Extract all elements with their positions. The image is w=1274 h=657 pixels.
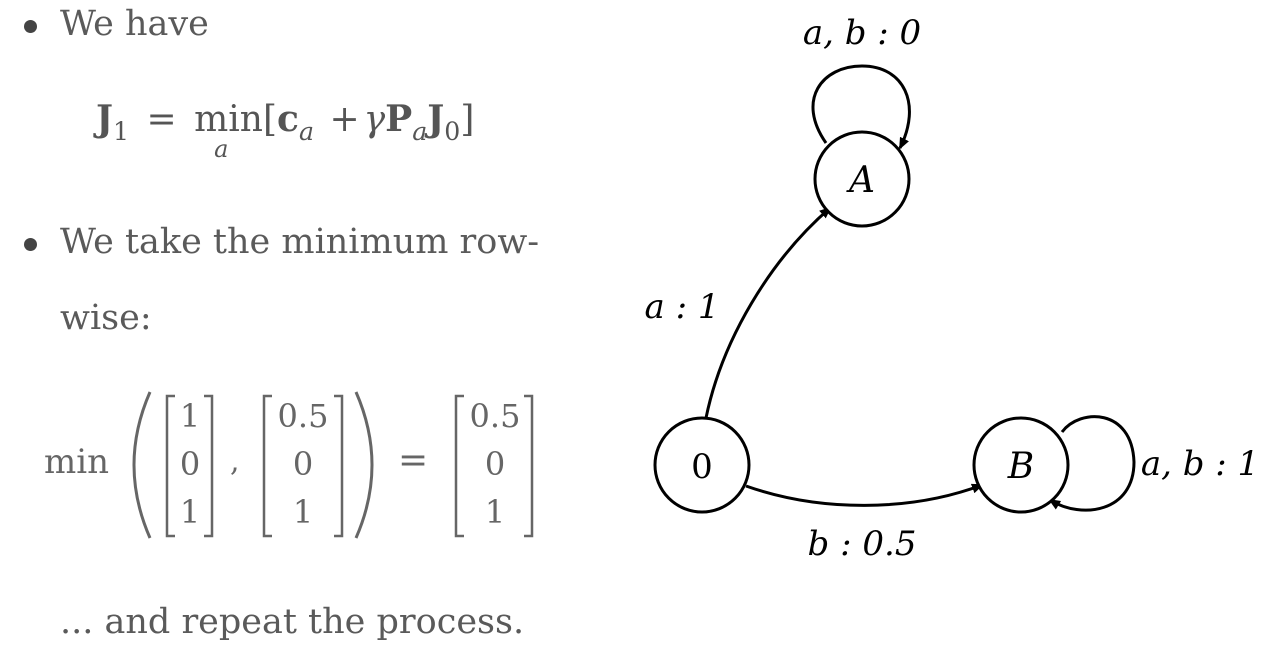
edge-zero-to-b (746, 485, 982, 505)
vec2-entry: 0 (292, 445, 314, 483)
vec2-entry: 0.5 (277, 397, 329, 435)
bullet-text-min-rowwise-2: wise: (60, 298, 152, 338)
edge-label-zero-to-b: b : 0.5 (807, 524, 917, 564)
left-paren (134, 392, 150, 538)
matrix-comma: , (230, 444, 240, 479)
node-zero-label: 0 (691, 447, 713, 487)
eq-P: P (385, 98, 413, 140)
bullet-point-1 (24, 20, 37, 33)
eq-min-text: min (194, 99, 263, 140)
result-entry: 0 (484, 445, 506, 483)
eq-c-sub: a (298, 116, 314, 146)
eq-equals: = (146, 99, 177, 140)
right-paren (356, 392, 372, 538)
result-entry: 1 (484, 493, 506, 531)
eq-J-symbol: J (96, 98, 114, 140)
bullet-point-2 (24, 238, 37, 251)
node-a-label: A (849, 160, 875, 201)
eq-c: c (277, 98, 299, 140)
vec1-entry: 1 (179, 397, 201, 435)
eq-plus: + (329, 99, 360, 140)
bellman-equation (96, 98, 475, 163)
edge-label-self-a: a, b : 0 (802, 13, 922, 53)
eq-open-bracket: [ (263, 99, 278, 140)
edge-label-zero-to-a: a : 1 (644, 287, 720, 327)
eq-min-op (194, 99, 263, 163)
result-entry: 0.5 (469, 397, 521, 435)
matrix-min-expression (0, 380, 560, 550)
edge-label-self-b: a, b : 1 (1140, 444, 1260, 484)
eq-J0-sub: 0 (444, 116, 461, 146)
eq-J0: J (427, 98, 445, 140)
closing-text: ... and repeat the process. (60, 602, 525, 642)
state-diagram (600, 0, 1274, 657)
eq-P-sub: a (412, 116, 428, 146)
eq-close-bracket: ] (460, 99, 475, 140)
vec2 (268, 392, 338, 536)
eq-J-sub: 1 (113, 116, 130, 146)
matrix-equals: = (398, 440, 429, 481)
eq-min-sub: a (214, 135, 229, 163)
bullet-text-min-rowwise-1: We take the minimum row- (60, 222, 540, 262)
node-b-label: B (1007, 446, 1035, 487)
vec1-entry: 0 (179, 445, 201, 483)
result-vector (460, 392, 530, 536)
eq-gamma: γ (363, 99, 386, 140)
matrix-min-op: min (44, 442, 110, 482)
vec1-entry: 1 (179, 493, 201, 531)
vec2-entry: 1 (292, 493, 314, 531)
bullet-text-we-have: We have (60, 4, 209, 44)
vec1 (172, 392, 208, 536)
edge-zero-to-a (706, 208, 830, 418)
